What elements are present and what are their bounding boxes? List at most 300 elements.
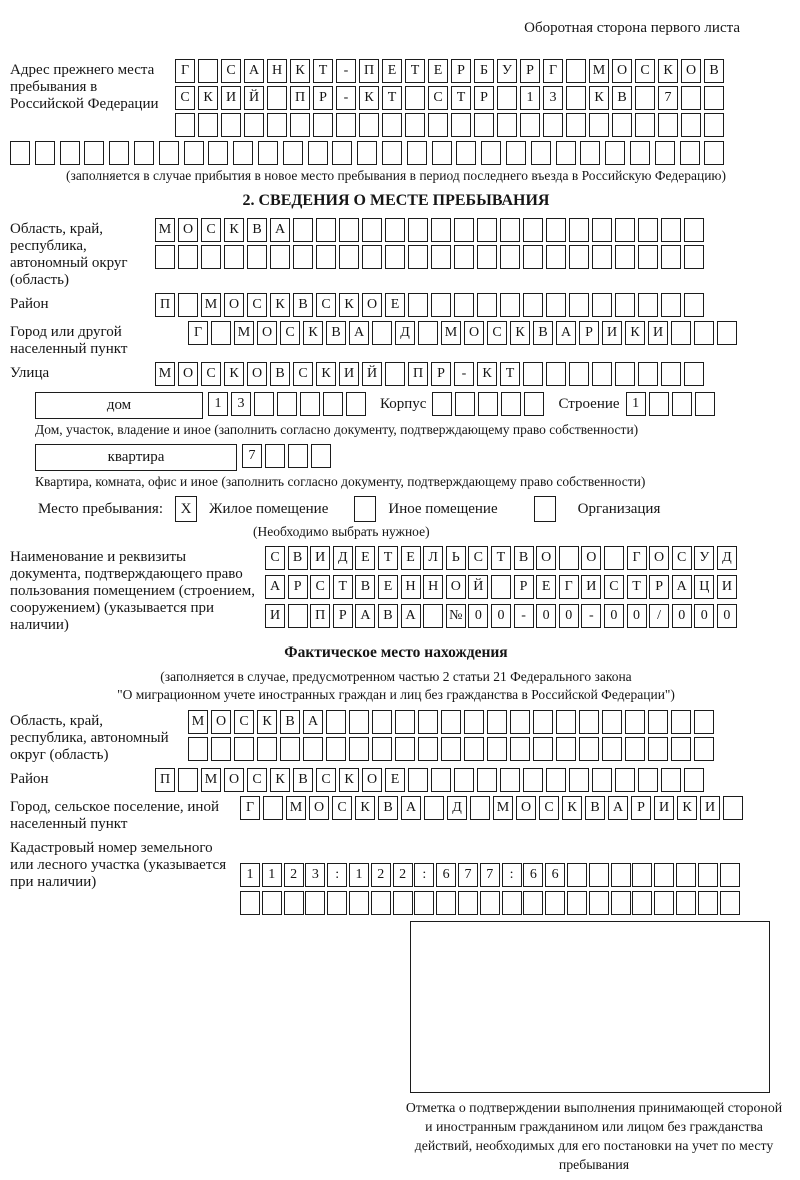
form-cell: О — [581, 546, 601, 570]
form-cell: С — [293, 362, 313, 386]
form-cell — [178, 293, 198, 317]
actual-location-note-1: (заполняется в случае, предусмотренном частью 2 статьи 21 Федерального закона — [160, 669, 632, 684]
form-cell — [556, 737, 576, 761]
form-cell: С — [332, 796, 352, 820]
form-cell — [543, 113, 563, 137]
form-cell: 0 — [694, 604, 714, 628]
form-cell: С — [175, 86, 195, 110]
form-cell — [339, 218, 359, 242]
form-cell: С — [468, 546, 488, 570]
stroenie-label: Строение — [558, 396, 620, 412]
form-cell — [470, 796, 490, 820]
form-cell — [247, 245, 267, 269]
form-cell — [720, 863, 740, 887]
form-cell: Т — [382, 86, 402, 110]
form-cell: Н — [423, 575, 443, 599]
form-cell — [704, 113, 724, 137]
form-cell — [684, 245, 704, 269]
form-cell — [441, 710, 461, 734]
form-cell: К — [316, 362, 336, 386]
form-cell — [277, 392, 297, 416]
form-cell — [612, 113, 632, 137]
form-cell: Й — [244, 86, 264, 110]
form-cell — [240, 891, 260, 915]
form-cell — [323, 392, 343, 416]
form-cell — [632, 891, 652, 915]
form-cell: И — [265, 604, 285, 628]
document-row-3 — [265, 604, 737, 628]
form-cell — [244, 113, 264, 137]
form-cell: : — [414, 863, 434, 887]
form-cell: Д — [333, 546, 353, 570]
region-label: Область, край, республика, автономный округ (область) — [10, 221, 128, 288]
form-cell: 2 — [284, 863, 304, 887]
form-cell: 1 — [520, 86, 540, 110]
form-cell — [520, 113, 540, 137]
form-cell — [500, 293, 520, 317]
form-cell — [545, 891, 565, 915]
form-cell: В — [514, 546, 534, 570]
prev-address-row-3 — [175, 113, 724, 137]
form-cell: П — [155, 768, 175, 792]
form-cell — [418, 710, 438, 734]
form-cell: № — [446, 604, 466, 628]
form-cell — [676, 863, 696, 887]
form-cell — [638, 245, 658, 269]
form-cell: А — [355, 604, 375, 628]
form-cell — [487, 737, 507, 761]
other-premises-checkbox — [354, 496, 376, 522]
form-cell: В — [612, 86, 632, 110]
form-cell — [424, 796, 444, 820]
form-cell: М — [155, 362, 175, 386]
form-cell — [487, 710, 507, 734]
form-cell — [531, 141, 551, 165]
form-cell: О — [362, 293, 382, 317]
form-cell: У — [497, 59, 517, 83]
region-row-1 — [155, 218, 704, 242]
form-cell — [311, 444, 331, 468]
form-cell: К — [562, 796, 582, 820]
form-cell — [625, 737, 645, 761]
form-cell — [638, 362, 658, 386]
form-cell: Р — [631, 796, 651, 820]
form-cell — [233, 141, 253, 165]
form-cell: Г — [627, 546, 647, 570]
stay-type-option-other — [342, 496, 497, 522]
district-label: Район — [10, 296, 49, 312]
form-cell: Й — [362, 362, 382, 386]
form-cell: К — [290, 59, 310, 83]
form-cell — [611, 863, 631, 887]
form-cell — [395, 710, 415, 734]
form-cell — [615, 245, 635, 269]
form-cell: Р — [431, 362, 451, 386]
form-cell — [284, 891, 304, 915]
form-cell: А — [401, 604, 421, 628]
form-cell: 0 — [717, 604, 737, 628]
form-cell — [611, 891, 631, 915]
form-cell: П — [310, 604, 330, 628]
form-cell: И — [700, 796, 720, 820]
form-cell — [546, 362, 566, 386]
form-cell: М — [441, 321, 461, 345]
form-cell: Г — [240, 796, 260, 820]
form-cell — [10, 141, 30, 165]
form-cell: В — [704, 59, 724, 83]
form-cell — [477, 768, 497, 792]
form-cell — [393, 891, 413, 915]
form-cell — [589, 113, 609, 137]
form-cell: 0 — [468, 604, 488, 628]
form-cell: И — [654, 796, 674, 820]
form-cell — [567, 863, 587, 887]
actual-location-title: Фактическое место нахождения — [284, 644, 508, 661]
form-cell — [592, 768, 612, 792]
form-cell — [454, 218, 474, 242]
form-cell — [60, 141, 80, 165]
form-cell — [523, 218, 543, 242]
form-cell: С — [604, 575, 624, 599]
section2-title: 2. СВЕДЕНИЯ О МЕСТЕ ПРЕБЫВАНИЯ — [242, 192, 550, 209]
form-cell — [432, 141, 452, 165]
form-cell: Е — [355, 546, 375, 570]
form-cell: О — [649, 546, 669, 570]
house-type-box: дом — [35, 392, 203, 419]
form-cell — [592, 218, 612, 242]
form-cell: С — [539, 796, 559, 820]
form-cell: С — [265, 546, 285, 570]
form-cell — [477, 293, 497, 317]
actual-city-block — [10, 796, 782, 833]
form-cell — [533, 737, 553, 761]
form-cell — [478, 392, 498, 416]
form-cell: О — [446, 575, 466, 599]
form-cell: О — [681, 59, 701, 83]
form-cell — [477, 218, 497, 242]
form-cell: 6 — [523, 863, 543, 887]
form-cell — [546, 293, 566, 317]
form-cell: В — [270, 362, 290, 386]
house-note: Дом, участок, владение и иное (заполнить согласно документу, подтверждающему право собственности) — [35, 422, 639, 437]
form-cell — [592, 245, 612, 269]
form-cell: А — [556, 321, 576, 345]
form-cell — [671, 710, 691, 734]
form-cell: / — [649, 604, 669, 628]
form-cell — [671, 737, 691, 761]
form-cell — [681, 86, 701, 110]
form-cell — [327, 891, 347, 915]
form-cell: С — [635, 59, 655, 83]
street-label: Улица — [10, 365, 50, 381]
form-cell — [408, 768, 428, 792]
form-cell: Р — [451, 59, 471, 83]
form-cell — [501, 392, 521, 416]
form-cell: С — [201, 362, 221, 386]
form-cell — [456, 141, 476, 165]
form-cell — [546, 245, 566, 269]
actual-region-row-1 — [188, 710, 714, 734]
document-label: Наименование и реквизиты документа, подтверждающего право пользования помещением (строением, сооружением) (указывается при наличии) — [10, 549, 255, 633]
form-cell: К — [677, 796, 697, 820]
form-cell: 6 — [436, 863, 456, 887]
form-cell — [436, 891, 456, 915]
form-cell: К — [589, 86, 609, 110]
form-cell — [84, 141, 104, 165]
form-cell — [198, 59, 218, 83]
form-cell — [704, 141, 724, 165]
form-cell: К — [198, 86, 218, 110]
form-cell: М — [589, 59, 609, 83]
form-cell: С — [310, 575, 330, 599]
form-cell — [579, 710, 599, 734]
form-cell: О — [257, 321, 277, 345]
form-cell — [349, 891, 369, 915]
form-cell: С — [221, 59, 241, 83]
form-cell: К — [339, 293, 359, 317]
form-cell — [502, 891, 522, 915]
cadastral-block — [10, 837, 782, 915]
form-cell — [661, 218, 681, 242]
prev-address-label: Адрес прежнего места пребывания в Российской Федерации — [10, 62, 159, 112]
form-cell — [316, 245, 336, 269]
form-cell: Б — [474, 59, 494, 83]
form-cell: Р — [514, 575, 534, 599]
form-cell — [234, 737, 254, 761]
form-cell — [638, 768, 658, 792]
form-cell: 7 — [658, 86, 678, 110]
form-cell: С — [247, 768, 267, 792]
form-cell: М — [493, 796, 513, 820]
form-cell: А — [265, 575, 285, 599]
form-cell: 1 — [349, 863, 369, 887]
form-cell — [326, 710, 346, 734]
stamp-box — [410, 921, 770, 1093]
form-cell: П — [155, 293, 175, 317]
form-cell — [524, 392, 544, 416]
form-cell: Е — [382, 59, 402, 83]
form-cell: С — [487, 321, 507, 345]
form-cell — [648, 710, 668, 734]
form-cell — [211, 321, 231, 345]
form-cell: Г — [543, 59, 563, 83]
actual-region-row-2 — [188, 737, 714, 761]
stay-type-option-organization — [522, 496, 661, 522]
form-cell — [109, 141, 129, 165]
form-cell — [654, 863, 674, 887]
form-cell: 3 — [231, 392, 251, 416]
form-cell — [336, 113, 356, 137]
form-cell: О — [211, 710, 231, 734]
form-cell: В — [280, 710, 300, 734]
form-cell — [684, 293, 704, 317]
form-cell: Е — [428, 59, 448, 83]
form-cell — [458, 891, 478, 915]
form-cell: 7 — [480, 863, 500, 887]
form-cell — [385, 218, 405, 242]
form-cell: А — [303, 710, 323, 734]
form-cell — [432, 392, 452, 416]
form-cell: 0 — [672, 604, 692, 628]
form-cell — [224, 245, 244, 269]
region-row-2 — [155, 245, 704, 269]
form-cell: К — [658, 59, 678, 83]
form-cell — [635, 113, 655, 137]
form-cell — [423, 604, 443, 628]
form-cell: 0 — [627, 604, 647, 628]
form-cell: - — [581, 604, 601, 628]
form-cell: 6 — [545, 863, 565, 887]
form-cell: Р — [474, 86, 494, 110]
form-cell: Р — [313, 86, 333, 110]
form-cell — [258, 141, 278, 165]
form-cell: Т — [333, 575, 353, 599]
form-cell: Т — [378, 546, 398, 570]
form-cell — [579, 737, 599, 761]
form-cell: О — [536, 546, 556, 570]
form-cell: К — [510, 321, 530, 345]
form-cell — [405, 86, 425, 110]
form-cell — [332, 141, 352, 165]
form-cell — [405, 113, 425, 137]
form-cell — [497, 86, 517, 110]
form-cell: К — [224, 218, 244, 242]
form-cell — [684, 768, 704, 792]
form-cell — [357, 141, 377, 165]
form-cell: 7 — [242, 444, 262, 468]
apartment-row — [35, 444, 782, 471]
form-cell: И — [310, 546, 330, 570]
form-cell: М — [188, 710, 208, 734]
form-cell: Л — [423, 546, 443, 570]
form-cell — [211, 737, 231, 761]
form-cell — [569, 362, 589, 386]
form-cell: И — [221, 86, 241, 110]
form-cell: К — [303, 321, 323, 345]
form-cell — [569, 768, 589, 792]
form-cell: И — [648, 321, 668, 345]
form-cell — [188, 737, 208, 761]
stay-type-row — [38, 496, 782, 522]
form-cell — [523, 768, 543, 792]
form-cell — [178, 768, 198, 792]
form-cell — [283, 141, 303, 165]
form-cell: 0 — [491, 604, 511, 628]
form-cell — [546, 768, 566, 792]
form-cell — [615, 293, 635, 317]
form-cell: Е — [385, 768, 405, 792]
form-cell: Т — [313, 59, 333, 83]
actual-location-note-2: "О миграционном учете иностранных граждан и лиц без гражданства в Российской Федерации") — [117, 687, 675, 702]
form-cell — [474, 113, 494, 137]
form-cell — [362, 245, 382, 269]
form-cell: К — [224, 362, 244, 386]
form-cell: Ь — [446, 546, 466, 570]
prev-address-block — [10, 59, 782, 137]
form-cell: Р — [520, 59, 540, 83]
form-cell — [523, 362, 543, 386]
form-cell: Н — [401, 575, 421, 599]
form-cell — [408, 293, 428, 317]
form-cell: К — [257, 710, 277, 734]
form-cell — [359, 113, 379, 137]
form-cell: Е — [536, 575, 556, 599]
form-cell: 2 — [393, 863, 413, 887]
form-cell: В — [293, 293, 313, 317]
form-cell: К — [339, 768, 359, 792]
form-cell: О — [612, 59, 632, 83]
form-cell: : — [327, 863, 347, 887]
form-cell: С — [316, 768, 336, 792]
form-cell — [635, 86, 655, 110]
form-cell: О — [464, 321, 484, 345]
form-cell — [339, 245, 359, 269]
form-cell: Е — [401, 546, 421, 570]
district-block — [10, 293, 782, 317]
form-cell: О — [224, 293, 244, 317]
form-cell — [569, 245, 589, 269]
form-cell: П — [359, 59, 379, 83]
stay-type-label: Место пребывания: — [38, 500, 163, 517]
form-cell: К — [359, 86, 379, 110]
form-cell — [175, 113, 195, 137]
form-cell: С — [247, 293, 267, 317]
cadastral-row-2 — [240, 891, 740, 915]
form-cell — [694, 737, 714, 761]
house-row — [35, 392, 782, 419]
form-cell — [672, 392, 692, 416]
form-cell — [638, 218, 658, 242]
form-cell — [615, 362, 635, 386]
form-cell: 7 — [458, 863, 478, 887]
form-cell: О — [516, 796, 536, 820]
form-cell — [500, 218, 520, 242]
form-cell: Й — [468, 575, 488, 599]
form-cell — [592, 362, 612, 386]
stamp-note: Отметка о подтверждении выполнения принимающей стороной и иностранным гражданином или лицом без гражданства действий, необходимых для его постановки на учет по месту пребывания — [405, 1100, 783, 1172]
district-row — [155, 293, 704, 317]
form-cell — [658, 113, 678, 137]
form-cell — [290, 113, 310, 137]
form-cell: 1 — [208, 392, 228, 416]
form-cell: С — [428, 86, 448, 110]
document-row-1 — [265, 546, 737, 570]
form-cell — [671, 321, 691, 345]
form-cell — [288, 604, 308, 628]
form-cell — [566, 59, 586, 83]
form-cell — [408, 245, 428, 269]
form-cell — [265, 444, 285, 468]
form-cell — [559, 546, 579, 570]
form-cell: Е — [385, 293, 405, 317]
form-cell — [270, 245, 290, 269]
form-cell — [303, 737, 323, 761]
stamp-area — [405, 921, 783, 1174]
form-cell: В — [585, 796, 605, 820]
form-cell: С — [316, 293, 336, 317]
form-cell — [263, 796, 283, 820]
form-cell: Е — [378, 575, 398, 599]
form-cell: М — [201, 293, 221, 317]
form-cell — [661, 768, 681, 792]
document-row-2 — [265, 575, 737, 599]
other-premises-label: Иное помещение — [388, 500, 498, 517]
form-cell — [454, 293, 474, 317]
form-cell — [201, 245, 221, 269]
form-cell — [308, 141, 328, 165]
form-cell — [661, 362, 681, 386]
form-cell: Р — [579, 321, 599, 345]
